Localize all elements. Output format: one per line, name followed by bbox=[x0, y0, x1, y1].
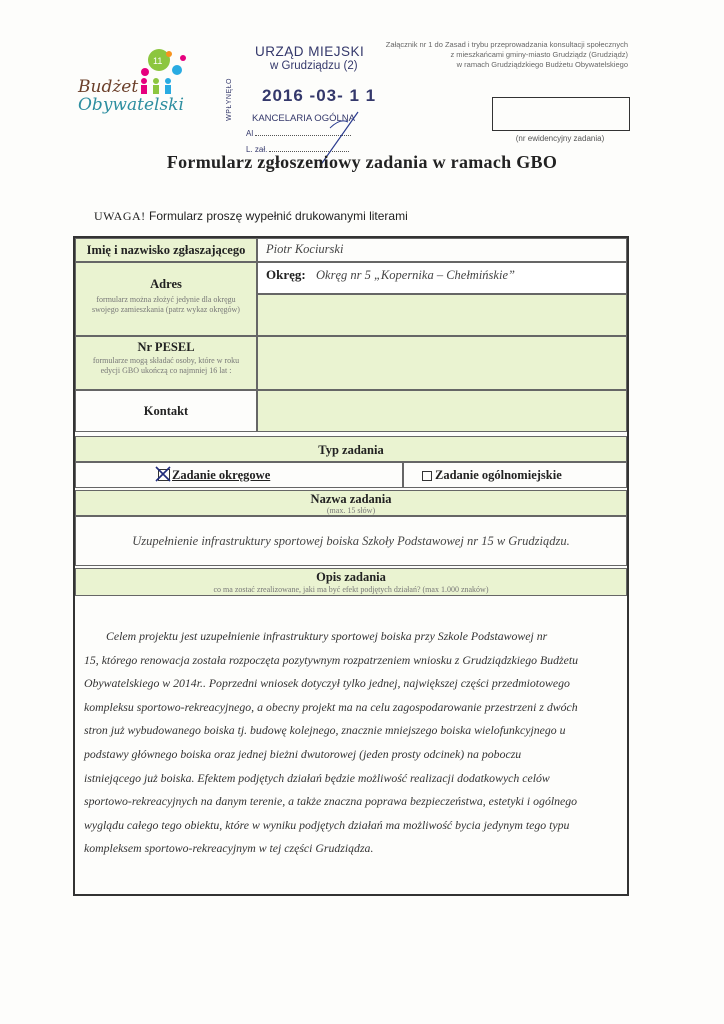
stamp-l-zal: L. zał. bbox=[246, 145, 349, 154]
address-note: formularz można złożyć jedynie dla okręgu swojego zamieszkania (patrz wykaz okręgów) bbox=[92, 295, 240, 314]
task-type-label: Typ zadania bbox=[75, 436, 627, 462]
task-name-label: Nazwa zadania bbox=[310, 492, 392, 506]
pesel-label-cell bbox=[75, 336, 257, 390]
logo-line2: Obywatelski bbox=[78, 95, 184, 115]
stamp-kancelaria: KANCELARIA OGÓLNA bbox=[252, 113, 355, 124]
description-field[interactable] bbox=[84, 625, 620, 861]
description-line: sportowo-rekreacyjnych na danym terenie, a także znaczna poprawa bezpieczeństwa, estetyki i ogólnego bbox=[84, 794, 578, 809]
stamp-ai: Al bbox=[246, 129, 351, 138]
city-option-label: Zadanie ogólnomiejskie bbox=[435, 468, 562, 482]
annex-note: Załącznik nr 1 do Zasad i trybu przeprowadzania konsultacji społecznych z mieszkańcami gminy-miasto Grudziądz (Grudziądz) w ramach Grudziądzkiego Budżetu Obywatelskiego bbox=[385, 40, 628, 69]
stamp-received-label: WPŁYNĘŁO bbox=[226, 78, 233, 121]
pesel-label: Nr PESEL bbox=[137, 340, 195, 354]
evidence-number-label: (nr ewidencyjny zadania) bbox=[515, 134, 605, 143]
description-line: Celem projektu jest uzupełnienie infrastruktury sportowej boiska przy Szkole Podstawowej nr bbox=[106, 629, 548, 643]
logo-line1: Budżet bbox=[78, 77, 139, 97]
form-title: Formularz zgłoszeniowy zadania w ramach GBO bbox=[166, 152, 558, 172]
task-name-note: (max. 15 słów) bbox=[326, 506, 376, 515]
task-name-header bbox=[75, 490, 627, 516]
contact-label: Kontakt bbox=[143, 404, 189, 418]
task-type-city-option[interactable] bbox=[403, 462, 627, 488]
district-value: Okręg nr 5 „Kopernika – Chełmińskie” bbox=[316, 268, 515, 282]
description-header bbox=[75, 568, 627, 596]
stamp-title: URZĄD MIEJSKI bbox=[255, 44, 365, 59]
description-line: kompleksem sportowo-rekreacyjnym w tej części Grudziądza. bbox=[84, 841, 374, 856]
task-name-field[interactable] bbox=[75, 516, 627, 566]
description-line: istniejącego już boiska. Efektem podjętych działań będzie możliwość realizacji dodatkowych celów bbox=[84, 770, 550, 785]
description-line: podstawy głównego boiska oraz jednej bieżni dwutorowej (jeden prosty odcinek) na poboczu bbox=[84, 746, 522, 761]
instruction-note: UWAGA! Formularz proszę wypełnić drukowanymi literami bbox=[94, 209, 408, 223]
evidence-number-box[interactable] bbox=[492, 97, 630, 131]
description-line: Obywatelskiego w 2014r.. Poprzedni wniosek dotyczył tylko jednej, największej części przedmiotowego bbox=[84, 676, 570, 691]
stamp-date: 2016 -03- 1 1 bbox=[262, 86, 377, 105]
stamp-subtitle: w Grudziądzu (2) bbox=[270, 60, 358, 72]
checkmark-x-icon bbox=[154, 465, 172, 483]
pesel-field[interactable] bbox=[257, 336, 627, 390]
district-option-label: Zadanie okręgowe bbox=[172, 468, 271, 482]
description-line: wyglądu całego tego obiektu, które w wyniku podjętych działań ma możliwość bycia jedynym tego typu bbox=[84, 817, 570, 832]
city-checkbox[interactable] bbox=[422, 471, 432, 481]
description-line: 15, którego renowacja została rozpoczęta pozytywnym rozpatrzeniem wniosku z Grudziądzkiego Budżetu bbox=[84, 652, 579, 667]
logo-badge: 11 bbox=[153, 56, 163, 66]
description-line: kompleksu sportowo-rekreacyjnego, a obecny projekt ma na celu zagospodarowanie przestrzeni z dwóch bbox=[84, 699, 578, 714]
description-label: Opis zadania bbox=[316, 570, 386, 584]
pesel-note: formularze mogą składać osoby, które w roku edycji GBO ukończą co najmniej 16 lat : bbox=[92, 356, 240, 375]
address-label-cell bbox=[75, 262, 257, 336]
address-field[interactable] bbox=[257, 294, 627, 336]
description-note: co ma zostać zrealizowane, jaki ma być efekt podjętych działań? (max 1.000 znaków) bbox=[213, 585, 489, 594]
task-type-district-option[interactable] bbox=[75, 462, 403, 488]
applicant-name-label: Imię i nazwisko zgłaszającego bbox=[75, 238, 257, 262]
logo-people-icon bbox=[136, 76, 186, 96]
contact-label-cell bbox=[75, 390, 257, 432]
description-line: stron już wybudowanego boiska tj. budowę kolejnego, znacznie mniejszego boiska wielofunkcyjnego u bbox=[84, 723, 566, 738]
applicant-name-value: Piotr Kociurski bbox=[266, 242, 344, 256]
task-name-value: Uzupełnienie infrastruktury sportowej boiska Szkoły Podstawowej nr 15 w Grudziądzu. bbox=[132, 534, 570, 548]
contact-field[interactable] bbox=[257, 390, 627, 432]
applicant-name-field[interactable] bbox=[257, 238, 627, 262]
address-label: Adres bbox=[150, 277, 182, 291]
logo bbox=[78, 48, 198, 118]
district-label: Okręg: bbox=[266, 267, 306, 282]
district-field[interactable] bbox=[257, 262, 627, 294]
